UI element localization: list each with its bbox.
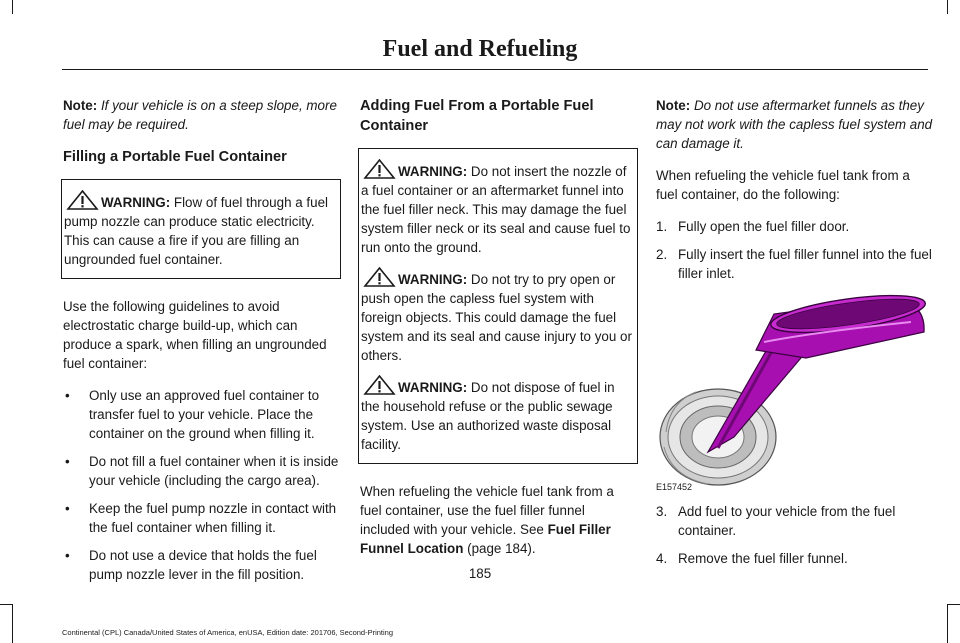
crop-mark-bottom-right-v — [947, 604, 948, 643]
warning-label: WARNING: — [398, 272, 468, 287]
funnel-in-inlet-image — [656, 292, 926, 492]
warning-text: Flow of fuel through a fuel pump nozzle can produce static electricity. This can cause a fire if you are filling an ungrounded fuel container. — [64, 195, 328, 267]
warning-box-portable — [358, 148, 638, 464]
note-body: If your vehicle is on a steep slope, more fuel may be required. — [63, 98, 337, 132]
guidelines-list — [63, 386, 341, 584]
warning-text: Do not try to pry open or push open the capless fuel system with foreign objects. This could damage the fuel system and its seal and cause injury to you or others. — [361, 272, 632, 363]
warning-triangle-icon — [363, 159, 396, 179]
note-label: Note: — [656, 98, 691, 113]
step-text: Add fuel to your vehicle from the fuel container. — [678, 504, 896, 538]
warning-label: WARNING: — [398, 164, 468, 179]
list-item-text: Keep the fuel pump nozzle in contact with the fuel container when filling it. — [89, 501, 337, 535]
crop-mark-bottom-left-v — [12, 604, 13, 643]
step-text: Remove the fuel filler funnel. — [678, 551, 848, 566]
guidelines-intro: Use the following guidelines to avoid electrostatic charge build-up, which can produce a spark, when filling an ungrounded fuel container: — [63, 299, 327, 371]
illustration-code: E157452 — [656, 482, 693, 492]
note-slope — [63, 96, 341, 134]
warning-triangle-icon — [66, 190, 99, 210]
note-aftermarket — [656, 96, 934, 153]
step-number: 2. — [656, 247, 668, 262]
section-title: Fuel and Refueling — [382, 36, 578, 62]
warning-item — [361, 159, 635, 257]
warning-triangle-icon — [363, 267, 396, 287]
warning-item — [64, 190, 338, 269]
bullet-glyph: • — [65, 548, 70, 563]
crop-mark-top-left — [12, 0, 13, 14]
step-number: 1. — [656, 219, 668, 234]
list-item — [63, 499, 341, 537]
funnel-paragraph-text: When refueling the vehicle fuel tank from a fuel container, use the fuel filler funnel included with your vehicle. See — [360, 484, 614, 537]
list-item-text: Do not fill a fuel container when it is inside your vehicle (including the cargo area). — [89, 454, 339, 488]
column-left — [63, 96, 341, 593]
warning-label: WARNING: — [398, 380, 468, 395]
bullet-glyph: • — [65, 454, 70, 469]
footer-edition-text: Continental (CPL) Canada/United States of America, enUSA, Edition date: 201706, Second-Printing — [62, 628, 394, 637]
warning-text: Do not insert the nozzle of a fuel container or an aftermarket funnel into the fuel filler neck. This may damage the fuel system filler neck or its seal and cause fuel to run onto the ground. — [361, 164, 631, 255]
column-right — [656, 96, 934, 577]
note-body: Do not use aftermarket funnels as they may not work with the capless fuel system and can damage it. — [656, 98, 933, 151]
note-label: Note: — [63, 98, 98, 113]
list-item-text: Do not use a device that holds the fuel pump nozzle lever in the fill position. — [89, 548, 317, 582]
refuel-intro: When refueling the vehicle fuel tank from a fuel container, do the following: — [656, 168, 910, 202]
page-number: 185 — [468, 566, 492, 581]
crop-mark-bottom-left-h — [0, 604, 12, 605]
heading-adding-fuel: Adding Fuel From a Portable Fuel Container — [360, 98, 594, 134]
step-number: 3. — [656, 504, 668, 519]
step-text: Fully open the fuel filler door. — [678, 219, 850, 234]
funnel-paragraph — [360, 482, 638, 558]
page-reference: (page 184). — [463, 541, 536, 556]
crop-mark-bottom-right-h — [947, 604, 960, 605]
list-item-text: Only use an approved fuel container to transfer fuel to your vehicle. Place the container on the ground when filling it. — [89, 388, 320, 441]
warning-item — [361, 375, 635, 454]
warning-text: Do not dispose of fuel in the household refuse or the public sewage system. Use an authorized waste disposal facility. — [361, 380, 615, 452]
list-item — [656, 245, 934, 283]
warning-triangle-icon — [363, 375, 396, 395]
funnel-illustration — [656, 292, 926, 492]
header-rule — [62, 69, 928, 70]
bullet-glyph: • — [65, 388, 70, 403]
column-middle — [360, 96, 638, 571]
list-item — [656, 217, 934, 236]
heading-filling-container: Filling a Portable Fuel Container — [63, 149, 287, 165]
crop-mark-top-right — [947, 0, 948, 14]
warning-item — [361, 267, 635, 365]
bullet-glyph: • — [65, 501, 70, 516]
fuel-filler-funnel-location-link[interactable]: Fuel Filler Funnel Location — [360, 522, 611, 556]
step-number: 4. — [656, 551, 668, 566]
warning-label: WARNING: — [101, 195, 171, 210]
step-text: Fully insert the fuel filler funnel into the fuel filler inlet. — [678, 247, 932, 281]
list-item — [63, 452, 341, 490]
steps-list-first — [656, 217, 934, 283]
list-item — [63, 386, 341, 443]
steps-list-second — [656, 502, 934, 568]
list-item — [656, 502, 934, 540]
warning-box-static — [61, 179, 341, 279]
